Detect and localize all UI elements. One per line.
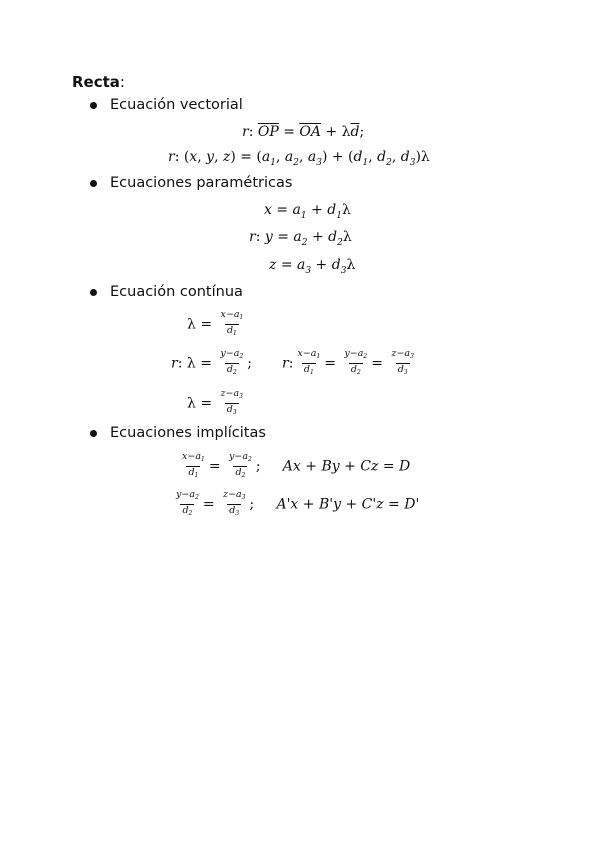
implicit-equation-1: $\frac{x-a_1}{d_1}$ = $\frac{y-a_2}{d_2}$ ; Ax + By + Cz = D — [178, 451, 410, 482]
bullet-dot — [90, 180, 97, 187]
parametric-y: r: $y = a_2 + d_2\lambda$ — [249, 229, 352, 248]
bullet-parametricas-label: Ecuaciones paramétricas — [110, 175, 293, 191]
fraction: $\frac{y-a_2}{d_2}$ — [174, 489, 201, 520]
bullet-implicitas — [90, 425, 266, 441]
fraction: $\frac{z-a_3}{d_3}$ — [221, 489, 247, 520]
fraction: $\frac{y-a_2}{d_2}$ — [227, 451, 254, 482]
fraction: $\frac{y-a_2}{d_2}$ — [218, 348, 245, 379]
bullet-vectorial — [90, 97, 243, 113]
continuous-lambda-2: r: λ = $\frac{y-a_2}{d_2}$ ; — [171, 348, 252, 379]
vector-equation-2: r: (x, y, $z) = (a_1$, $a_2$, $a_3) + (d_1$, $d_2$, $d_3)\lambda$ — [168, 149, 430, 168]
fraction: $\frac{z-a_3}{d_3}$ — [219, 388, 245, 419]
bullet-continua — [90, 284, 243, 300]
bullet-dot — [90, 430, 97, 437]
continuous-equation: r: $\frac{x-a_1}{d_1}$ = $\frac{y-a_2}{d_2}$ = $\frac{z-a_3}{d_3}$ — [282, 348, 418, 379]
bullet-vectorial-label: Ecuación vectorial — [110, 97, 243, 113]
fraction: $\frac{z-a_3}{d_3}$ — [389, 348, 415, 379]
bullet-dot — [90, 289, 97, 296]
parametric-z: $z = a_3 + d_3\lambda$ — [269, 257, 356, 276]
section-heading-colon: : — [119, 73, 125, 91]
bullet-implicitas-label: Ecuaciones implícitas — [110, 425, 266, 441]
vector-equation-1: r: $\overline{OP} = \overline{OA} + \lambda\overline{d}$; — [242, 124, 365, 140]
bullet-parametricas — [90, 175, 292, 191]
fraction: $\frac{x-a_1}{d_1}$ — [180, 451, 207, 482]
section-heading-label: Recta — [72, 73, 120, 91]
bullet-continua-label: Ecuación contínua — [110, 284, 243, 300]
fraction: $\frac{y-a_2}{d_2}$ — [342, 348, 369, 379]
section-heading — [72, 73, 125, 91]
parametric-x: $x = a_1 + d_1\lambda$ — [264, 202, 351, 221]
implicit-equation-2: $\frac{y-a_2}{d_2}$ = $\frac{z-a_3}{d_3}$ ; A'x + B'y + C'z = D' — [172, 489, 419, 520]
continuous-lambda-3: λ = $\frac{z-a_3}{d_3}$ — [187, 388, 247, 419]
fraction: $\frac{x-a_1}{d_1}$ — [295, 348, 322, 379]
fraction: $\frac{x-a_1}{d_1}$ — [219, 309, 246, 340]
bullet-dot — [90, 102, 97, 109]
continuous-lambda-1: λ = $\frac{x-a_1}{d_1}$ — [187, 309, 247, 340]
